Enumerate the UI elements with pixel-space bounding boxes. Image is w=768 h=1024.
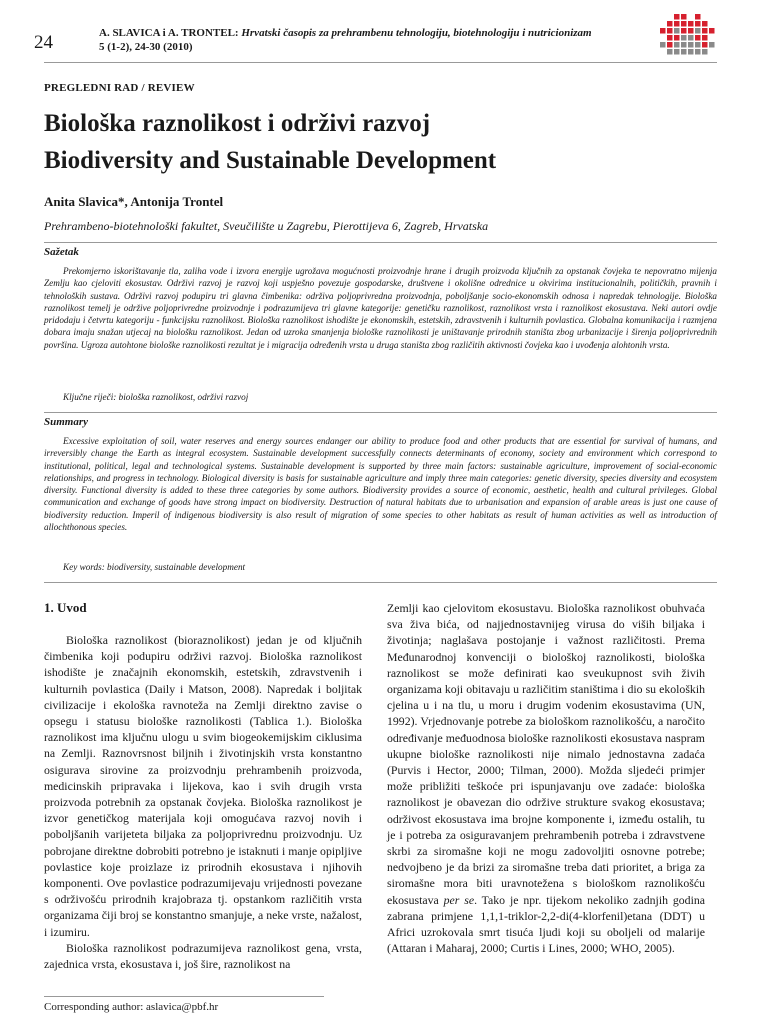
journal-authors: A. SLAVICA i A. TRONTEL: [99,27,239,39]
logo-square [660,42,666,48]
logo-square [688,42,694,48]
right-column [387,600,705,956]
summary-divider [44,412,717,413]
section-heading: 1. Uvod [44,600,87,615]
logo-square [695,21,701,27]
title-english: Biodiversity and Sustainable Development [44,147,497,174]
logo-square [681,28,687,34]
summary-keywords: Key words: biodiversity, sustainable development [63,562,246,572]
sazetak-divider [44,242,717,243]
logo-square [674,21,680,27]
journal-volume: 5 (1-2), 24-30 (2010) [99,41,193,53]
logo-square [702,42,708,48]
journal-name: Hrvatski časopis za prehrambenu tehnologiju, biotehnologiju i nutricionizam [241,27,592,39]
logo-square [667,21,673,27]
summary-text: Excessive exploitation of soil, water reserves and energy sources endanger our ability to produce food and other products that are essential for survival of humans, and irreversibly change the Earth as integral ecosystem. Sustainable development successfully connects determinants of economy, society and environment which correspond to institutional, political, legal and technological systems. Sustainable development is supported by three main factors: sustainable agriculture, improvement of social-economic relationships, and progress in technology. Biological diversity is basis for sustainable agriculture and imply three main categories: genetic diversity, species diversity and ecosystem diversity. Functional diversity is added to these three categories by some authors. Biodiversity provides a source of economic, aesthetic, health and cultural privileges. Global communication and exchange of goods have strong impact on biodiversity. Destruction of natural habitats due to urbanisation and expansion of arable areas is just one cause of biodiversity reduction. Imperil of indigenous biodiversity is also result of migration of some species to other habitats as result of human activities as well as introduction of allochthonous species. [44,436,717,533]
body-divider [44,582,717,583]
logo-square [695,28,701,34]
logo-square [674,42,680,48]
logo-square [660,28,666,34]
journal-logo-icon [659,13,719,55]
logo-square [702,21,708,27]
sazetak-text: Prekomjerno iskorištavanje tla, zaliha vode i izvora energije ugrožava mogućnosti proizvodnje hrane i drugih proizvoda ključnih za opstanak čovjeka te nepovratno mijenja Zemlju kao cjeloviti ekosustav. Održivi razvoj je razvoj koji uspješno povezuje gospodarske, društvene i okolišne odrednice u okvirima institucionalnih, političkih, pravnih i tehnoloških sustava. Održivi razvoj podupiru tri glavna čimbenika: održiva poljoprivredna proizvodnja, poboljšanje socio-ekonomskih odnosa i napredak tehnologije. Biološka raznolikost temelj je održive poljoprivredne proizvodnje i podrazumijeva tri glavne kategorije: genetičku raznolikost, raznolikost vrsta i raznolikost ekosustava. Neki autori ovdje pridodaju i četvrtu kategoriju - funkcijsku raznolikost. Biološka raznolikost ishodište je ekonomskih, estetskih, zdravstvenih i kulturnih povlastica. Globalna komunikacija i razmjena dobara imaju snažan utjecaj na biološku raznolikost. Jedan od uzroka smanjenja biološke raznolikosti je uništavanje prirodnih staništa zbog urbanizacije i širenja poljoprivrednih površina. Ugroza autohtone biološke raznolikosti rezultat je i migracija određenih vrsta u druga staništa zbog različitih aktivnosti čovjeka kao i uvođenja alohtonih vrsta. [44,266,717,350]
summary-heading: Summary [44,416,89,428]
logo-square [667,35,673,41]
logo-square [681,21,687,27]
logo-square [702,49,708,55]
logo-square [688,28,694,34]
left-column [44,600,362,972]
logo-square [681,14,687,20]
logo-square [667,49,673,55]
header-divider [44,62,717,63]
intro-paragraph-2-continued: Zemlji kao cjelovitom ekosustavu. Biološka raznolikost obuhvaća sva živa bića, od najjednostavnijeg virusa do viših biljaka i životinja; naglašava postojanje i važnost različitosti. Prema Međunarodnoj konvenciji o biološkoj raznolikosti, biološka raznolikost se može definirati kao sveukupnost svih živih organizama koji obitavaju u različitim staništima i dio su ekoloških cjelina u i na tlu, u moru i drugim vodenim ekosustavima (UN, 1992). Vrjednovanje potrebe za biološkom raznolikošću, a naročito određivanje međuodnosa biološke raznolikosti ekosustava naspram ukupne biološke raznolikosti nije nimalo jednostavna zadaća (Purvis i Hector, 2000; Tilman, 2000). Možda sljedeći primjer može približiti teškoće pri ispunjavanju ove zadaće: biološka raznolikost je obavezan dio održive strukture svakog ekosustava; održivost ekosustava ima brojne komponente i, između ostalih, tu je i potreba za osiguravanjem prehrambenih potreba i zdravstvene skrbi za siromašne koji ne mogu zadovoljiti osnovne potrebe; nedvojbeno je da brizi za siromašne treba dati prioritet, a briga za siromašne mora biti uravnotežena s biološkom raznolikošću ekosustava per se. Tako je npr. tijekom nekoliko zadnjih godina zabrana primjene 1,1,1-triklor-2,2-di(4-klorfenil)etana (DDT) u Africi uzrokovala smrt tisuća ljudi koji su oboljeli od malarije (Attaran i Maharaj, 2000; Curtis i Lines, 2000; WHO, 2005). [387,601,705,956]
journal-reference [99,26,599,54]
logo-square [709,42,715,48]
logo-square [674,49,680,55]
logo-square [681,42,687,48]
article-type: PREGLEDNI RAD / REVIEW [44,82,195,94]
logo-square [702,35,708,41]
logo-square [688,49,694,55]
logo-square [681,35,687,41]
sazetak-heading: Sažetak [44,246,79,258]
logo-square [695,35,701,41]
logo-square [674,35,680,41]
footer-divider [44,996,324,997]
logo-square [681,49,687,55]
logo-square [695,42,701,48]
per-se-term: per se [443,892,475,907]
logo-square [702,28,708,34]
page-number: 24 [34,32,53,53]
logo-square [688,21,694,27]
intro-paragraph-1: Biološka raznolikost (bioraznolikost) jedan je od ključnih čimbenika koji podupiru održivi razvoj. Biološka raznolikost ishodište je značajnih ekonomskih, estetskih, zdravstvenih i kulturnih povlastica (Daily i Matson, 2008). Napredak i boljitak civilizacije i ekološka ravnoteža na Zemlji direktno zavise o opsegu i statusu biološke raznolikosti (Tablica 1.). Biološka raznolikost ima ključnu ulogu u svim biogeokemijskim ciklusima na Zemlji. Raznovrsnost biljnih i životinjskih vrsta konstantno osigurava sirovine za proizvodnju prehrambenih proizvoda, medicinskih pripravaka i lijekova, kao i svih drugih vrsta proizvoda potrebnih za opstanak čovjeka. Biološka raznolikost je izvor genetičkog materijala koji omogućava razvoj novih i poboljšanih varijeteta biljaka za poljoprivrednu proizvodnju. Uz pobrojane direktne dobrobiti potrebno je istaknuti i manje opipljive povlastice koje proizlaze iz prirodnih ekosustava i njihovih komponenti. Ove povlastice podrazumijevaju vrijednosti povezane s održivošću prirodnih krajobraza tj. opstankom različitih vrsta organizama čiji broj se konstantno smanjuje, a neke vrste, nažalost, i izumiru. [44,633,362,939]
logo-square [709,28,715,34]
logo-square [695,49,701,55]
logo-square [667,28,673,34]
corresponding-author: Corresponding author: aslavica@pbf.hr [44,1001,219,1013]
logo-square [688,35,694,41]
logo-square [695,14,701,20]
authors: Anita Slavica*, Antonija Trontel [44,194,224,209]
logo-square [667,42,673,48]
logo-square [674,28,680,34]
title-croatian: Biološka raznolikost i održivi razvoj [44,110,431,137]
logo-square [674,14,680,20]
intro-paragraph-2-start: Biološka raznolikost podrazumijeva raznolikost gena, vrsta, zajednica vrsta, ekosustava i, još šire, raznolikost na [44,940,362,972]
sazetak-keywords: Ključne riječi: biološka raznolikost, održivi razvoj [63,392,249,402]
affiliation: Prehrambeno-biotehnološki fakultet, Sveučilište u Zagrebu, Pierottijeva 6, Zagreb, Hrvatska [44,219,489,233]
